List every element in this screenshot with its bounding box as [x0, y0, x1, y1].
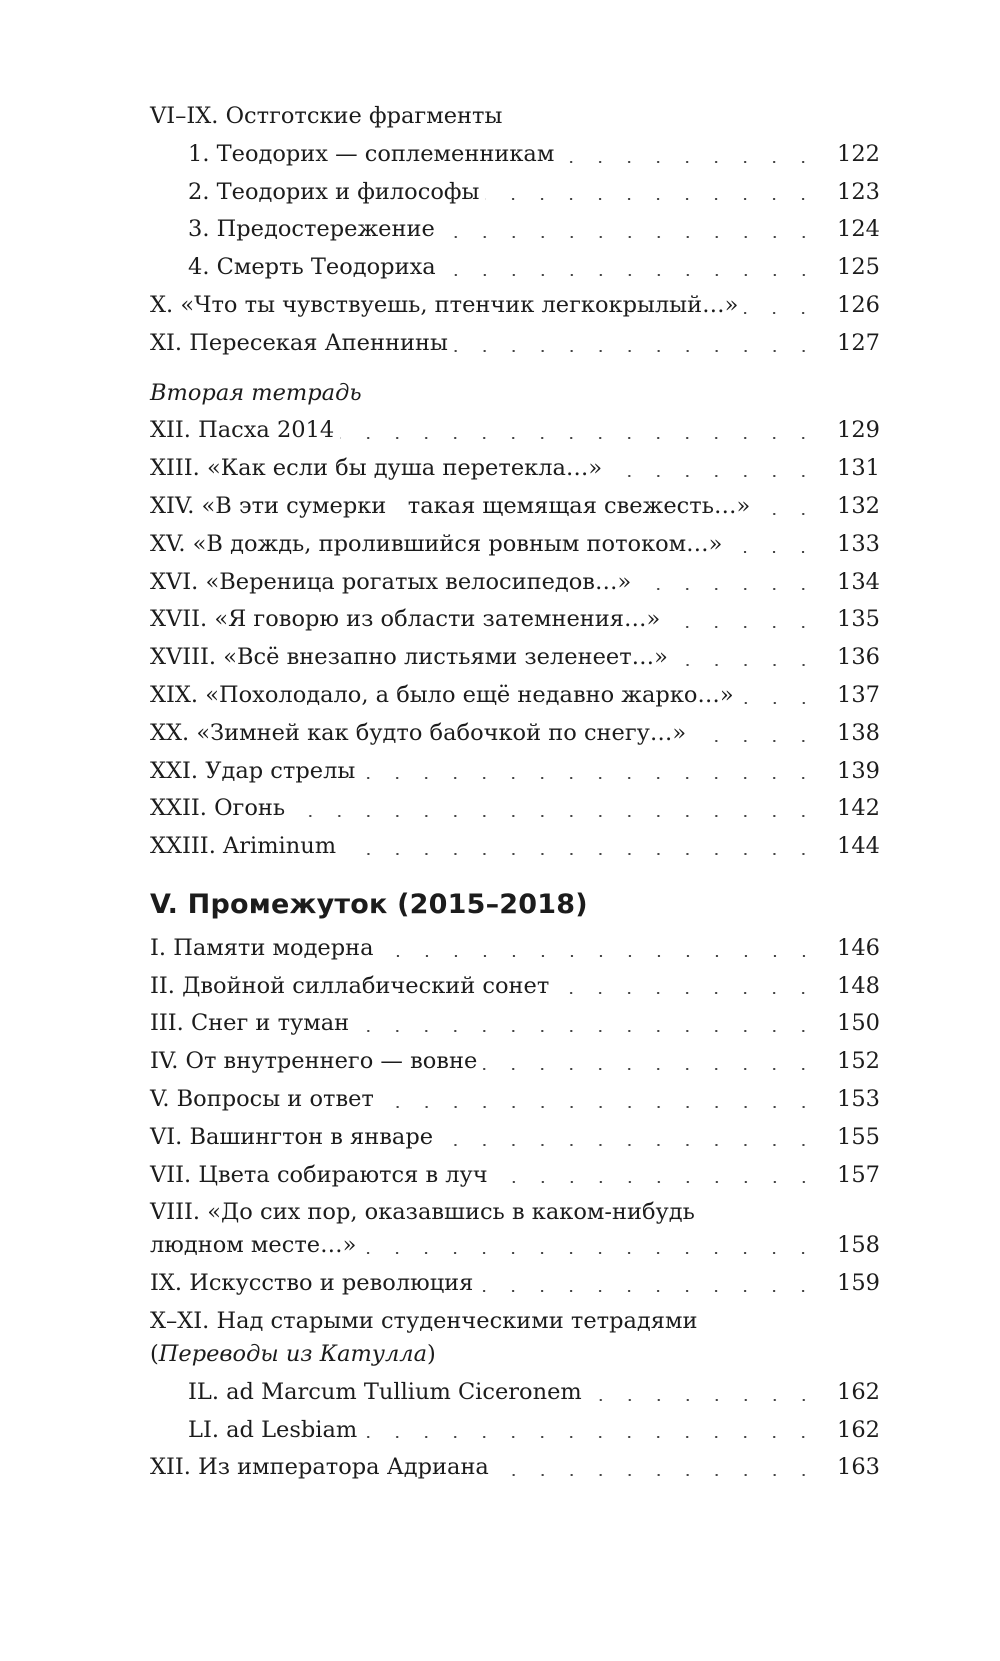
dot-leader [588, 1399, 818, 1401]
entry-title: XV. «В дождь, пролившийся ровным потоком…» [150, 530, 723, 557]
toc-entry[interactable] [150, 639, 880, 677]
entry-title: XVII. «Я говорю из области затемнения…» [150, 606, 661, 633]
entry-title: I. Памяти модерна [150, 934, 374, 961]
entry-title: XI. Пересекая Апеннины [150, 329, 448, 356]
dot-leader [439, 1144, 818, 1146]
page-number: 150 [837, 1010, 880, 1037]
dot-leader [495, 1474, 818, 1476]
page-number: 127 [837, 329, 880, 356]
page-number: 158 [837, 1232, 880, 1259]
page-number: 162 [837, 1378, 880, 1405]
page-number: 153 [837, 1085, 880, 1112]
toc-entry[interactable] [150, 1119, 880, 1157]
dot-leader [362, 1252, 818, 1254]
table-of-contents [150, 98, 880, 1487]
dot-leader [666, 626, 818, 628]
entry-title: II. Двойной силлабический сонет [150, 972, 550, 999]
page-number: 125 [837, 254, 880, 281]
entry-title: XXII. Огонь [150, 795, 286, 822]
page-number: 126 [837, 291, 880, 318]
dot-leader [485, 198, 818, 200]
toc-entry[interactable] [150, 564, 880, 602]
toc-entry[interactable] [150, 325, 880, 363]
page-number: 137 [837, 681, 880, 708]
dot-leader [483, 1068, 818, 1070]
toc-entry[interactable] [150, 968, 880, 1006]
dot-leader [637, 588, 818, 590]
entry-title: XIV. «В эти сумерки такая щемящая свежесть…» [150, 492, 751, 519]
toc-entry[interactable] [150, 1005, 880, 1043]
entry-title: 4. Смерть Теодориха [188, 254, 436, 281]
dot-leader [355, 1030, 818, 1032]
entry-title: III. Снег и туман [150, 1010, 350, 1037]
dot-leader [692, 740, 818, 742]
toc-entry[interactable] [150, 753, 880, 791]
toc-entry[interactable] [150, 715, 880, 753]
page-number: 144 [837, 833, 880, 860]
toc-entry[interactable] [150, 526, 880, 564]
paren-close: ) [427, 1340, 436, 1367]
toc-group-heading [150, 98, 880, 136]
toc-entry[interactable] [150, 790, 880, 828]
toc-entry[interactable] [150, 1449, 880, 1487]
dot-leader [380, 955, 818, 957]
page-number: 152 [837, 1048, 880, 1075]
entry-title: VI. Вашингтон в январе [150, 1123, 434, 1150]
toc-entry[interactable] [150, 828, 880, 866]
toc-entry[interactable] [150, 1043, 880, 1081]
entry-title: XXIII. Ariminum [150, 833, 337, 860]
toc-entry[interactable] [150, 174, 880, 212]
paren-open: ( [150, 1340, 159, 1367]
page-number: 124 [837, 216, 880, 243]
page-number: 123 [837, 178, 880, 205]
page-number: 163 [837, 1454, 880, 1481]
section-title: V. Промежуток (2015–2018) [150, 888, 588, 920]
page-number: 157 [837, 1161, 880, 1188]
page-number: 134 [837, 568, 880, 595]
toc-entry[interactable] [150, 1265, 880, 1303]
dot-leader [744, 312, 818, 314]
page-number: 155 [837, 1123, 880, 1150]
page-number: 162 [837, 1416, 880, 1443]
toc-entry[interactable] [150, 450, 880, 488]
page-number: 131 [837, 455, 880, 482]
page-number: 138 [837, 719, 880, 746]
entry-subtitle-italic: Переводы из Катулла [158, 1340, 428, 1367]
dot-leader [555, 992, 818, 994]
entry-title: XXI. Удар стрелы [150, 757, 356, 784]
dot-leader [442, 274, 818, 276]
dot-leader [560, 161, 818, 163]
entry-title: 3. Предостережение [188, 216, 435, 243]
entry-title: IX. Искусство и революция [150, 1270, 474, 1297]
page-number: 129 [837, 417, 880, 444]
dot-leader [479, 1290, 818, 1292]
toc-entry[interactable] [150, 249, 880, 287]
entry-title-line2-row [150, 1227, 880, 1265]
entry-title: 2. Теодорих и философы [188, 178, 480, 205]
dot-leader [728, 551, 818, 553]
page-number: 136 [837, 644, 880, 671]
page-number: 133 [837, 530, 880, 557]
entry-title-line1: VIII. «До сих пор, оказавшись в каком-нибудь [150, 1199, 695, 1226]
entry-title: VII. Цвета собираются в луч [150, 1161, 488, 1188]
entry-title: IL. ad Marcum Tullium Ciceronem [188, 1378, 582, 1405]
toc-group-heading [150, 1303, 880, 1374]
toc-entry[interactable] [150, 930, 880, 968]
toc-entry[interactable] [150, 601, 880, 639]
dot-leader [380, 1106, 818, 1108]
entry-title: VI–IX. Остготские фрагменты [150, 103, 503, 129]
dot-leader [363, 1436, 818, 1438]
page-number: 142 [837, 795, 880, 822]
page-number: 135 [837, 606, 880, 633]
dot-leader [291, 815, 818, 817]
dot-leader [441, 236, 818, 238]
dot-leader [454, 350, 818, 352]
entry-title: XII. Из императора Адриана [150, 1454, 489, 1481]
toc-entry[interactable] [150, 488, 880, 526]
entry-title: XVIII. «Всё внезапно листьями зеленеет…» [150, 644, 668, 671]
entry-title: XIII. «Как если бы душа перетекла…» [150, 455, 603, 482]
entry-title: XVI. «Вереница рогатых велосипедов…» [150, 568, 632, 595]
entry-title-line1: X–XI. Над старыми студенческими тетрадями [150, 1307, 698, 1334]
page-number: 132 [837, 492, 880, 519]
entry-title: IV. От внутреннего — вовне [150, 1048, 478, 1075]
entry-title: XII. Пасха 2014 [150, 417, 335, 444]
dot-leader [342, 853, 818, 855]
entry-title-line2: людном месте…» [150, 1232, 357, 1259]
dot-leader [674, 664, 818, 666]
entry-title: V. Вопросы и ответ [150, 1085, 374, 1112]
toc-entry[interactable] [150, 1412, 880, 1450]
subsection-heading: Вторая тетрадь [150, 379, 362, 406]
page-number: 122 [837, 140, 880, 167]
toc-entry[interactable] [150, 1081, 880, 1119]
toc-entry[interactable] [150, 1194, 880, 1265]
dot-leader [340, 437, 818, 439]
dot-leader [494, 1181, 818, 1183]
entry-title: XIX. «Похолодало, а было ещё недавно жарко…» [150, 681, 734, 708]
toc-entry[interactable] [150, 412, 880, 450]
dot-leader [361, 777, 818, 779]
dot-leader [756, 513, 818, 515]
page-number: 159 [837, 1270, 880, 1297]
entry-title: 1. Теодорих — соплеменникам [188, 140, 555, 167]
toc-entry[interactable] [150, 1374, 880, 1412]
toc-entry[interactable] [150, 1157, 880, 1195]
toc-entry[interactable] [150, 287, 880, 325]
entry-title: XX. «Зимней как будто бабочкой по снегу…» [150, 719, 687, 746]
toc-entry[interactable] [150, 211, 880, 249]
dot-leader [740, 702, 818, 704]
toc-entry[interactable] [150, 677, 880, 715]
page-number: 139 [837, 757, 880, 784]
entry-title-line2-row [150, 1336, 880, 1374]
entry-title: X. «Что ты чувствуешь, птенчик легкокрылый…» [150, 291, 739, 318]
page-number: 148 [837, 972, 880, 999]
page-number: 146 [837, 934, 880, 961]
dot-leader [608, 475, 818, 477]
entry-title: LI. ad Lesbiam [188, 1416, 358, 1443]
toc-entry[interactable] [150, 136, 880, 174]
